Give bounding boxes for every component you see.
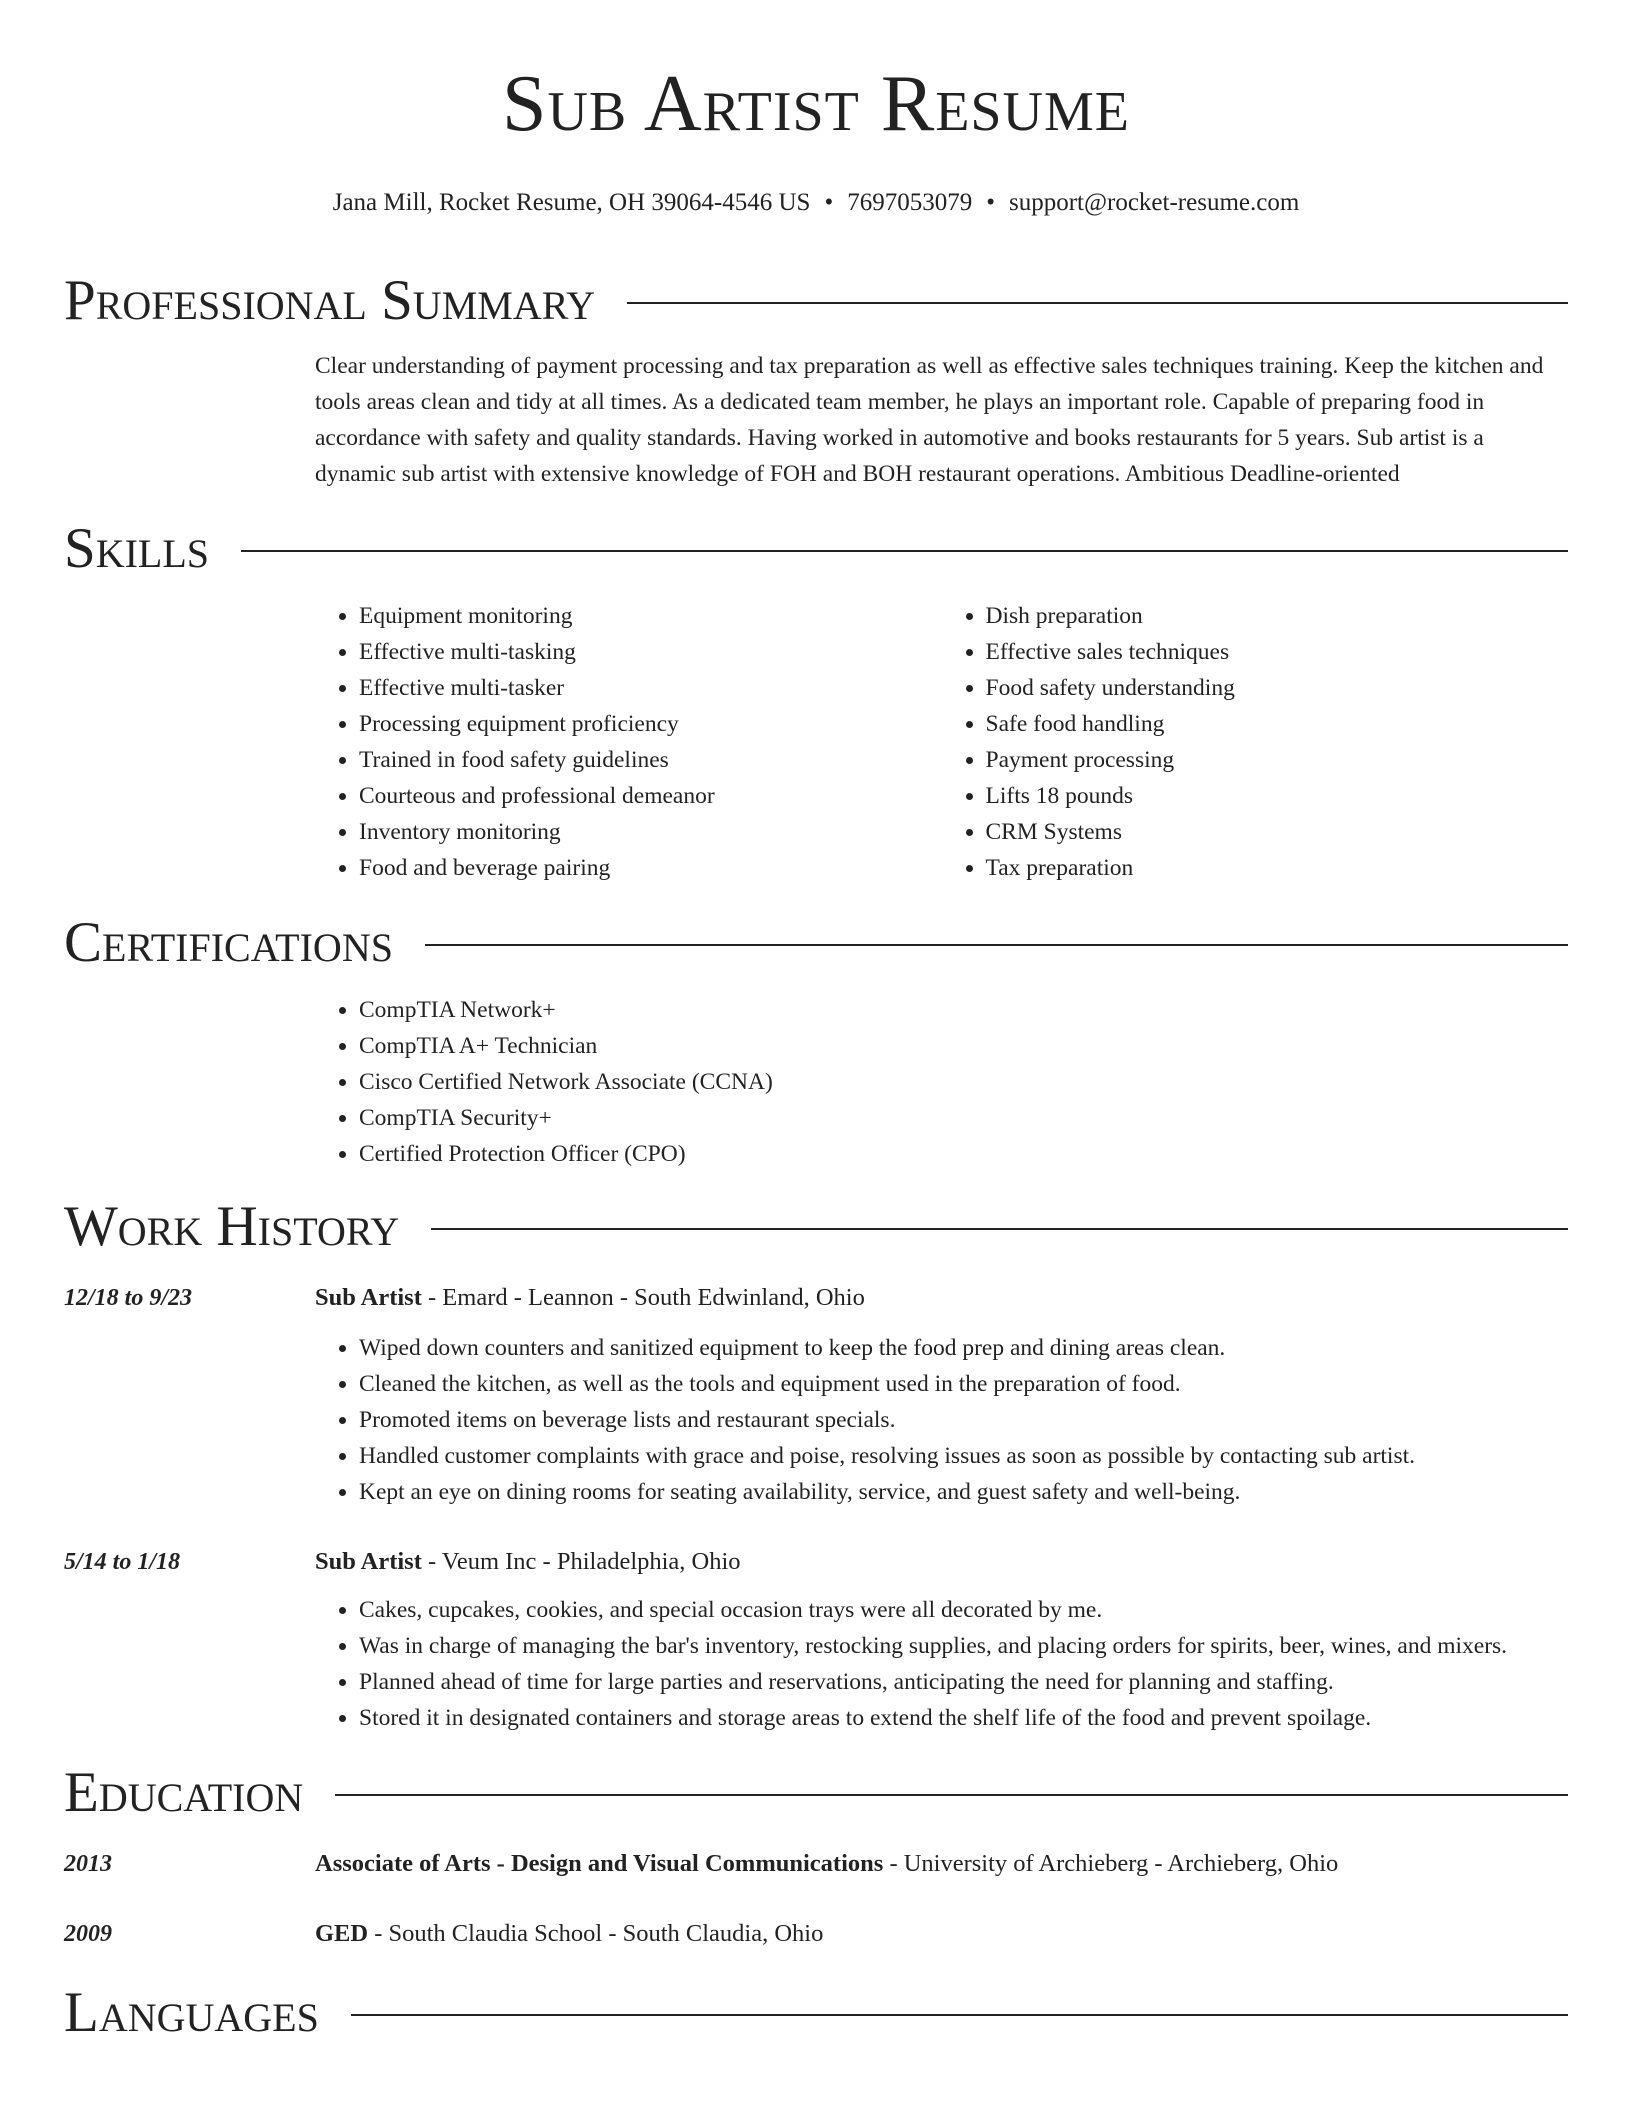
section-title: Certifications xyxy=(64,911,393,974)
education-details: - University of Archieberg - Archieberg, Ohio xyxy=(883,1850,1339,1877)
list-item: • CRM Systems xyxy=(986,814,1569,850)
list-item: • Stored it in designated containers and storage areas to extend the shelf life of the food and prevent spoilage. xyxy=(359,1700,1539,1736)
section-divider xyxy=(351,2014,1568,2016)
job-entry xyxy=(64,1544,1568,1736)
list-item: • Cisco Certified Network Associate (CCNA) xyxy=(359,1064,1568,1100)
section-title: Languages xyxy=(64,1981,319,2044)
section-skills-header xyxy=(64,516,1568,582)
summary-text: Clear understanding of payment processing and tax preparation as well as effective sales techniques training. Keep the kitchen and tools areas clean and tidy at all times. As a dedicated team member, he plays an important role. Capable of preparing food in accordance with safety and quality standards. Having worked in automotive and books restaurants for 5 years. Sub artist is a dynamic sub artist with extensive knowledge of FOH and BOH restaurant operations. Ambitious Deadline-oriented xyxy=(315,353,1544,487)
list-item: • Wiped down counters and sanitized equipment to keep the food prep and dining areas clean. xyxy=(359,1330,1568,1366)
list-item: • Safe food handling xyxy=(986,706,1569,742)
job-details: - Emard - Leannon - South Edwinland, Ohio xyxy=(421,1284,865,1311)
list-item: • Effective sales techniques xyxy=(986,634,1569,670)
list-item: • Kept an eye on dining rooms for seating availability, service, and guest safety and well-being. xyxy=(359,1474,1568,1510)
list-item: • Cleaned the kitchen, as well as the tools and equipment used in the preparation of food. xyxy=(359,1366,1568,1402)
job-title: Sub Artist xyxy=(315,1284,422,1311)
education-details: - South Claudia School - South Claudia, Ohio xyxy=(368,1920,824,1947)
section-title: Work History xyxy=(64,1195,400,1258)
list-item: • CompTIA Network+ xyxy=(359,992,1568,1028)
education-heading xyxy=(315,1846,1338,1882)
job-bullets xyxy=(315,1330,1568,1510)
list-item: • Processing equipment proficiency xyxy=(359,706,942,742)
section-summary-header xyxy=(64,268,1568,334)
list-item: • Inventory monitoring xyxy=(359,814,942,850)
section-education-header xyxy=(64,1760,1568,1826)
section-divider xyxy=(627,302,1568,304)
list-item: • CompTIA A+ Technician xyxy=(359,1028,1568,1064)
list-item: • Was in charge of managing the bar's inventory, restocking supplies, and placing orders for spirits, beer, wines, and mixers. xyxy=(359,1628,1539,1664)
list-item: • Promoted items on beverage lists and restaurant specials. xyxy=(359,1402,1568,1438)
list-item: • Food safety understanding xyxy=(986,670,1569,706)
separator: • xyxy=(824,189,834,216)
section-divider xyxy=(241,550,1568,552)
list-item: • Effective multi-tasking xyxy=(359,634,942,670)
section-divider xyxy=(431,1228,1568,1230)
list-item: • Planned ahead of time for large parties and reservations, anticipating the need for planning and staffing. xyxy=(359,1664,1539,1700)
list-item: • Certified Protection Officer (CPO) xyxy=(359,1136,1568,1172)
separator: • xyxy=(986,189,995,216)
section-languages-header xyxy=(64,1980,1568,2046)
list-item: • Courteous and professional demeanor xyxy=(359,778,942,814)
education-entry xyxy=(64,1846,1568,1882)
list-item: • Cakes, cupcakes, cookies, and special occasion trays were all decorated by me. xyxy=(359,1592,1539,1628)
list-item: • Dish preparation xyxy=(986,598,1569,634)
section-title: Professional Summary xyxy=(64,269,596,332)
address: Jana Mill, Rocket Resume, OH 39064-4546 US xyxy=(332,189,811,216)
education-year: 2009 xyxy=(64,1921,112,1947)
section-title: Skills xyxy=(64,517,210,580)
job-entry xyxy=(64,1280,1568,1510)
list-item: • Tax preparation xyxy=(986,850,1569,886)
certifications-list xyxy=(315,992,1568,1172)
list-item: • Handled customer complaints with grace and poise, resolving issues as soon as possible by contacting sub artist. xyxy=(359,1438,1568,1474)
resume-page xyxy=(64,0,1568,2046)
section-title: Education xyxy=(64,1761,304,1824)
education-year: 2013 xyxy=(64,1851,112,1877)
list-item: • Trained in food safety guidelines xyxy=(359,742,942,778)
job-heading xyxy=(315,1544,1568,1580)
education-degree: GED xyxy=(315,1920,369,1947)
job-details: - Veum Inc - Philadelphia, Ohio xyxy=(421,1548,741,1575)
list-item: • CompTIA Security+ xyxy=(359,1100,1568,1136)
skills-columns xyxy=(315,598,1568,886)
section-divider xyxy=(425,944,1568,946)
phone: 7697053079 xyxy=(847,189,973,216)
job-dates: 12/18 to 9/23 xyxy=(64,1285,193,1311)
education-degree: Associate of Arts - Design and Visual Communications xyxy=(315,1850,884,1877)
email: support@rocket-resume.com xyxy=(1008,189,1300,216)
resume-title: Sub Artist Resume xyxy=(502,60,1130,148)
job-dates: 5/14 to 1/18 xyxy=(64,1549,181,1575)
education-heading xyxy=(315,1916,823,1952)
skills-list-left xyxy=(315,598,942,886)
skills-list-right xyxy=(942,598,1569,886)
list-item: • Payment processing xyxy=(986,742,1569,778)
job-bullets xyxy=(315,1592,1539,1736)
section-certifications-header xyxy=(64,910,1568,976)
list-item: • Effective multi-tasker xyxy=(359,670,942,706)
section-work-header xyxy=(64,1194,1568,1260)
contact-line xyxy=(64,188,1568,218)
job-heading xyxy=(315,1280,1568,1316)
section-divider xyxy=(335,1794,1568,1796)
job-title: Sub Artist xyxy=(315,1548,422,1575)
list-item: • Lifts 18 pounds xyxy=(986,778,1569,814)
education-entry xyxy=(64,1916,1568,1952)
list-item: • Food and beverage pairing xyxy=(359,850,942,886)
list-item: • Equipment monitoring xyxy=(359,598,942,634)
